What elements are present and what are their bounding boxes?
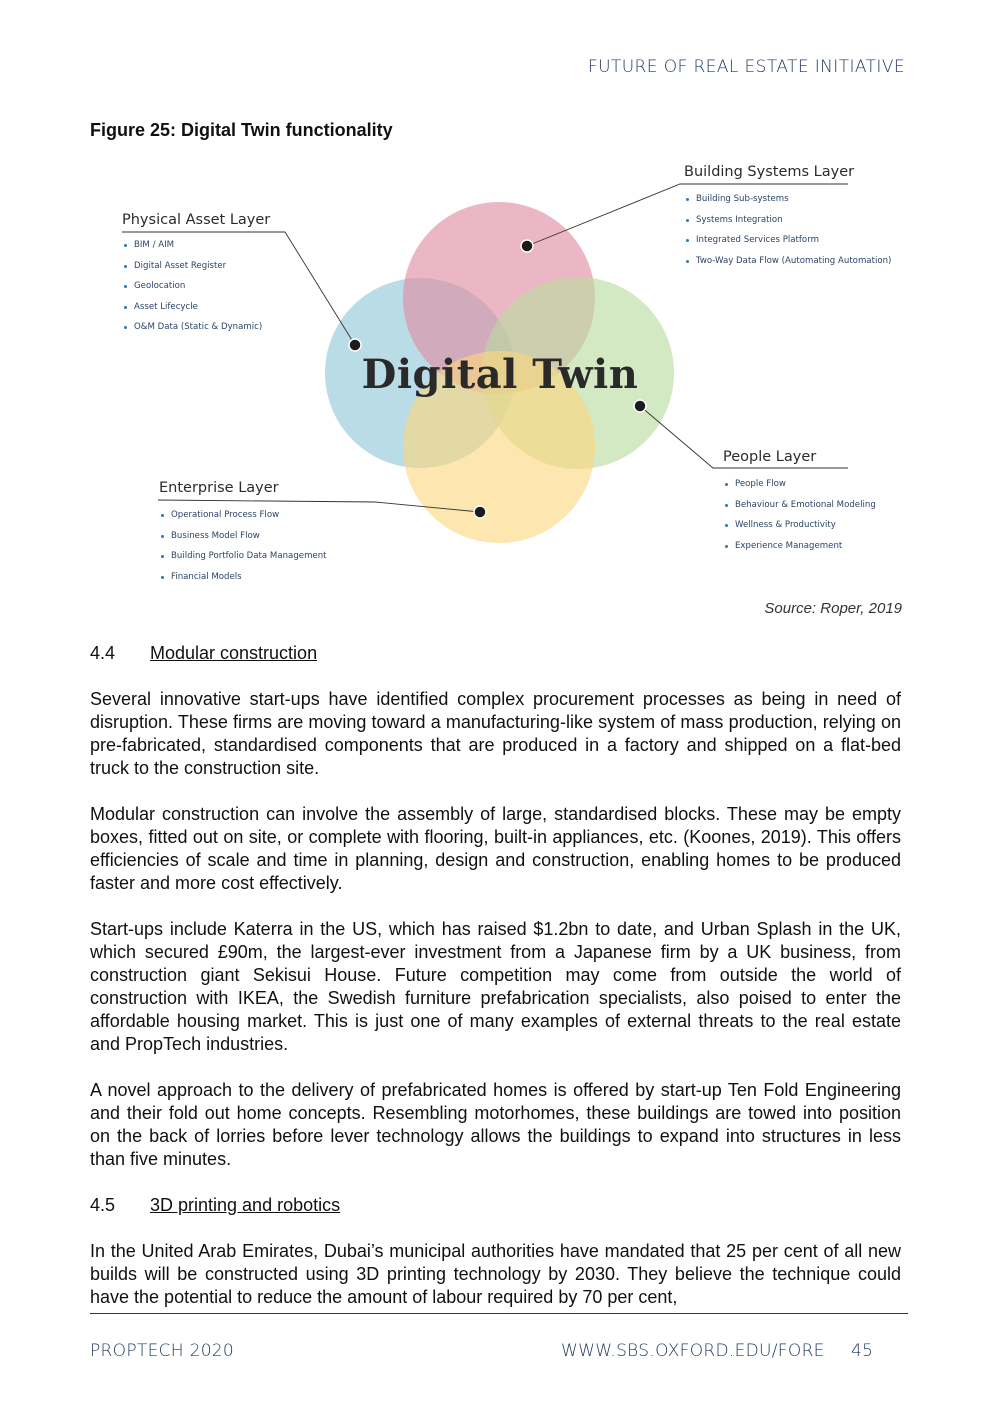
physical-asset-layer [122,212,270,338]
footer-divider [90,1313,908,1314]
section-title: Modular construction [150,643,318,663]
layer-item: Systems Integration [696,210,891,231]
layer-item: Integrated Services Platform [696,230,891,251]
layer-items [684,189,891,271]
footer-left: PROPTECH 2020 [90,1341,235,1361]
paragraph: Modular construction can involve the assembly of large, standardised blocks. These may be empty boxes, fitted out on site, or complete with flooring, built-in appliances, etc. (Koones, 2019). This offers efficiencies of scale and time in planning, design and construction, enabling homes to be produced faster and more cost effectively. [90,804,901,893]
layer-item: Financial Models [171,567,327,588]
layer-items [122,235,270,338]
people-layer [723,449,876,556]
layer-item: Building Sub-systems [696,189,891,210]
section-heading-4-4 [90,643,317,664]
layer-title: Building Systems Layer [684,164,855,180]
section-heading-4-5 [90,1195,340,1216]
layer-item: BIM / AIM [134,235,270,256]
enterprise-dot [474,506,486,518]
layer-items [159,505,327,587]
figure-title: Figure 25: Digital Twin functionality [90,120,393,140]
physical-dot [349,339,361,351]
layer-item: Two-Way Data Flow (Automating Automation) [696,251,891,272]
layer-item: People Flow [735,474,876,495]
layer-item: Building Portfolio Data Management [171,546,327,567]
digital-twin-label: Digital Twin [361,351,639,398]
layer-item: Digital Asset Register [134,256,270,277]
layer-item: Business Model Flow [171,526,327,547]
layer-item: Asset Lifecycle [134,297,270,318]
paragraph: Start-ups include Katerra in the US, which has raised $1.2bn to date, and Urban Splash in the UK, which secured £90m, the largest-ever investment from a Japanese firm by a UK business, from construction giant Sekisui House. Future competition may come from outside the world of construction with IKEA, the Swedish furniture prefabrication specialists, also poised to enter the affordable housing market. This is just one of many examples of external threats to the real estate and PropTech industries. [90,919,901,1054]
section-number: 4.5 [90,1195,116,1215]
paragraph: In the United Arab Emirates, Dubai’s municipal authorities have mandated that 25 per cent of all new builds will be constructed using 3D printing technology by 2030. They believe the technique could have the potential to reduce the amount of labour required by 70 per cent, [90,1241,901,1307]
layer-title: Physical Asset Layer [122,212,271,228]
page-number: 45 [851,1341,874,1361]
enterprise-layer [159,480,327,587]
layer-item: Geolocation [134,276,270,297]
layer-title: Enterprise Layer [159,480,279,496]
layer-item: Behaviour & Emotional Modeling [735,495,876,516]
footer-url: WWW.SBS.OXFORD.EDU/FORE [561,1341,825,1361]
layer-item: Operational Process Flow [171,505,327,526]
section-title: 3D printing and robotics [150,1195,341,1215]
layer-items [723,474,876,556]
layer-item: Experience Management [735,536,876,557]
layer-item: O&M Data (Static & Dynamic) [134,317,270,338]
building-dot [521,240,533,252]
building-systems-layer [684,164,891,271]
layer-title: People Layer [723,449,817,465]
figure-source: Source: Roper, 2019 [764,600,902,617]
people-dot [634,400,646,412]
paragraph: Several innovative start-ups have identified complex procurement processes as being in need of disruption. These firms are moving toward a manufacturing-like system of mass production, relying on pre-fabricated, standardised components that are produced in a factory and shipped on a flat-bed truck to the construction site. [90,689,901,778]
layer-item: Wellness & Productivity [735,515,876,536]
running-header: FUTURE OF REAL ESTATE INITIATIVE [587,57,905,77]
paragraph: A novel approach to the delivery of prefabricated homes is offered by start-up Ten Fold Engineering and their fold out home concepts. Resembling motorhomes, these buildings are towed into position on the back of lorries before lever technology allows the buildings to expand into structures in less than five minutes. [90,1080,901,1169]
digital-twin-diagram [0,155,992,595]
section-number: 4.4 [90,643,116,663]
